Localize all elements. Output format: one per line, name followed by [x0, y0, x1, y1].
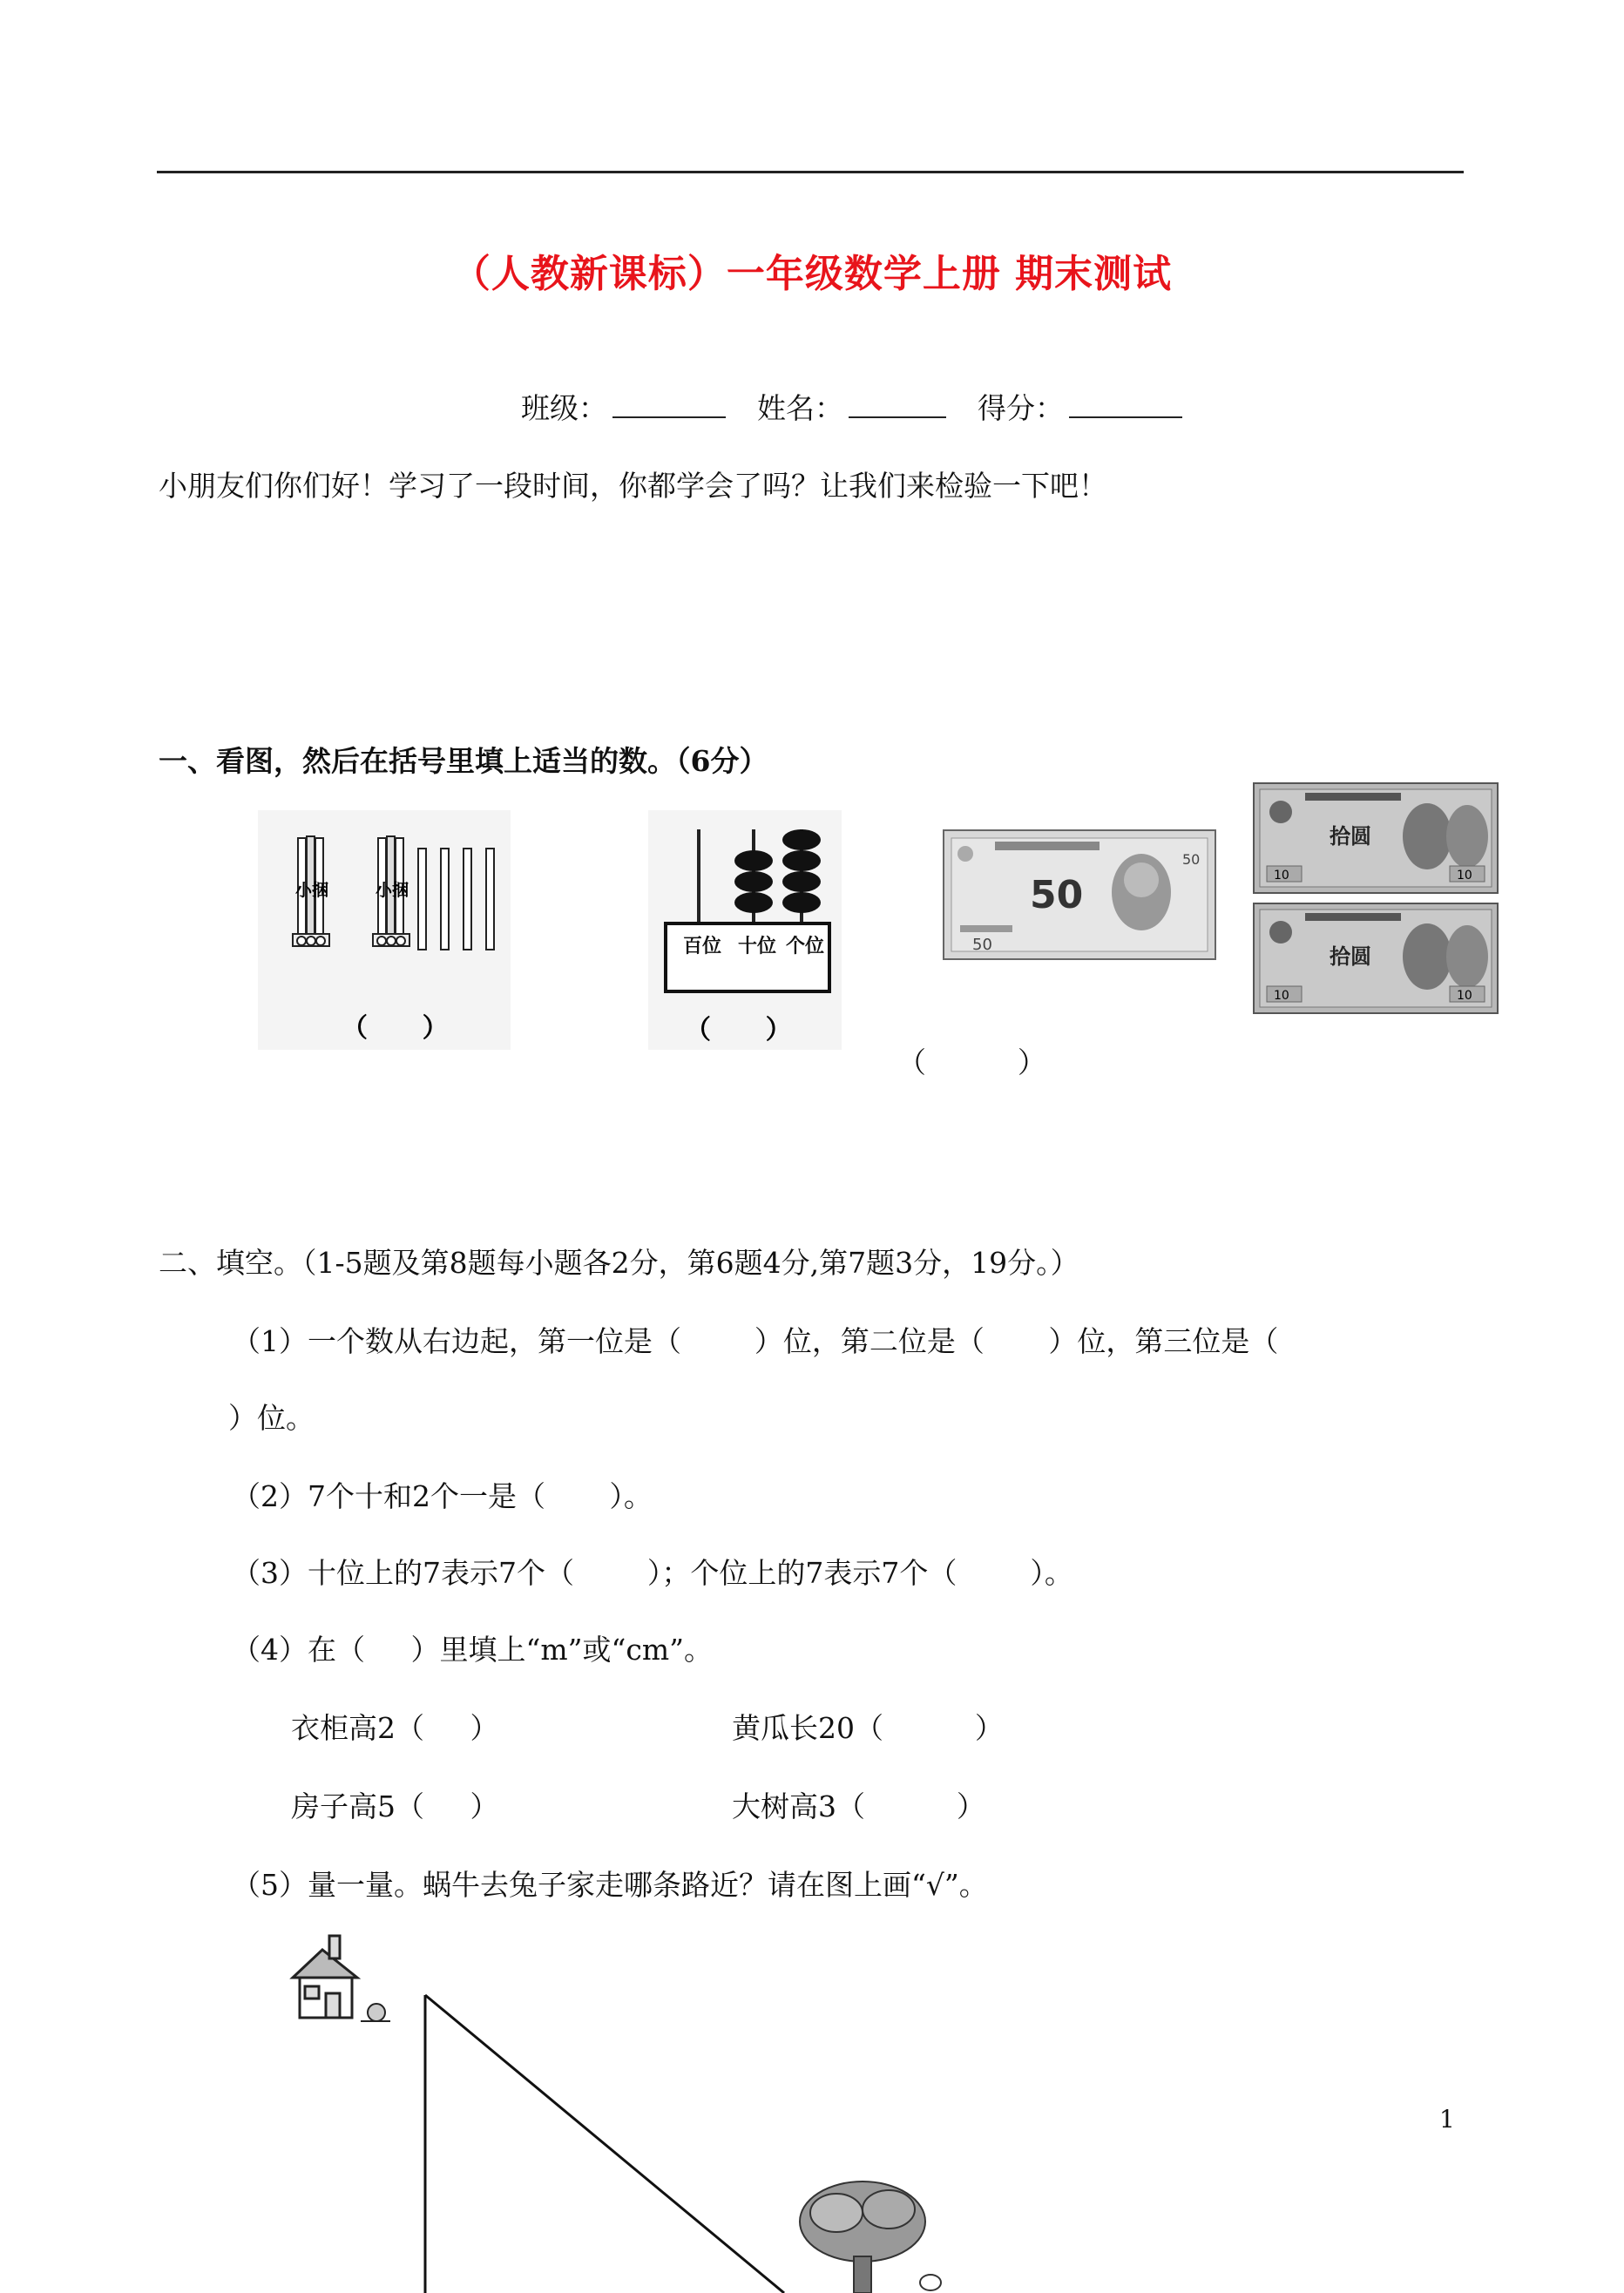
intro-text: 小朋友们你们好！学习了一段时间，你都学会了吗？让我们来检验一下吧！	[159, 469, 1107, 503]
section1-heading: 一、看图，然后在括号里填上适当的数。（6分）	[159, 744, 768, 778]
q4-item-cucumber: 黄瓜长20（ ）	[732, 1711, 1004, 1745]
svg-text:10: 10	[1457, 989, 1472, 1003]
q4-item-wardrobe: 衣柜高2（ ）	[291, 1711, 499, 1745]
money-answer[interactable]: （ ）	[897, 1045, 1046, 1079]
svg-text:10: 10	[1274, 869, 1289, 883]
abacus-answer: （ ）	[685, 1015, 792, 1045]
name-field	[757, 390, 946, 424]
q3: （3）十位上的7表示7个（ ）；个位上的7表示7个（ ）。	[232, 1556, 1073, 1590]
svg-text:50: 50	[1182, 851, 1201, 868]
sticks-answer: （ ）	[342, 1013, 449, 1044]
q5: （5）量一量。蜗牛去兔子家走哪条路近？请在图上画“√”。	[232, 1868, 988, 1902]
triangle-paths	[425, 1995, 784, 2293]
q2: （2）7个十和2个一是（ ）。	[232, 1479, 653, 1513]
q4-item-house: 房子高5（ ）	[291, 1789, 499, 1823]
svg-text:50: 50	[1030, 873, 1084, 917]
class-label: 班级：	[521, 391, 607, 425]
sticks-figure	[258, 810, 511, 1050]
bundle-label-1: 小捆	[295, 881, 329, 900]
bundle-label-2: 小捆	[376, 881, 409, 900]
svg-text:50: 50	[972, 936, 992, 954]
rabbit-icon	[920, 2275, 941, 2290]
abacus-figure	[648, 810, 842, 1050]
score-field	[978, 390, 1182, 424]
header-rule	[157, 171, 1464, 173]
ge-label: 个位	[786, 936, 825, 957]
page-number: 1	[1439, 2105, 1455, 2134]
bai-label: 百位	[683, 936, 722, 957]
score-label: 得分：	[978, 391, 1064, 425]
q4: （4）在（ ）里填上“m”或“cm”。	[232, 1633, 713, 1667]
name-label: 姓名：	[757, 391, 843, 425]
svg-text:拾圆: 拾圆	[1330, 824, 1371, 849]
svg-text:拾圆: 拾圆	[1330, 944, 1371, 969]
snail-icon	[361, 2004, 390, 2021]
q1-line2: ）位。	[228, 1401, 315, 1435]
class-blank[interactable]	[612, 390, 726, 418]
page-title: （人教新课标）一年级数学上册 期末测试	[451, 252, 1173, 296]
house-icon	[293, 1936, 357, 2018]
banknote-10-b	[1253, 903, 1499, 1014]
svg-text:10: 10	[1274, 989, 1289, 1003]
class-field	[521, 390, 726, 424]
abacus-beads-tens	[734, 850, 773, 913]
abacus-base	[666, 923, 829, 991]
student-info	[521, 390, 1182, 424]
q4-item-tree: 大树高3（ ）	[732, 1789, 985, 1823]
snail-path-figure	[279, 1925, 976, 2293]
shi-label: 十位	[738, 936, 777, 957]
banknote-10-a	[1253, 782, 1499, 894]
svg-text:10: 10	[1457, 869, 1472, 883]
q1-line1: （1）一个数从右边起，第一位是（ ）位，第二位是（ ）位，第三位是（	[232, 1324, 1279, 1358]
tree-icon	[800, 2181, 925, 2293]
section2-heading: 二、填空。（1-5题及第8题每小题各2分，第6题4分,第7题3分，19分。）	[159, 1246, 1079, 1280]
banknote-50	[943, 829, 1216, 960]
name-blank[interactable]	[849, 390, 946, 418]
score-blank[interactable]	[1069, 390, 1182, 418]
